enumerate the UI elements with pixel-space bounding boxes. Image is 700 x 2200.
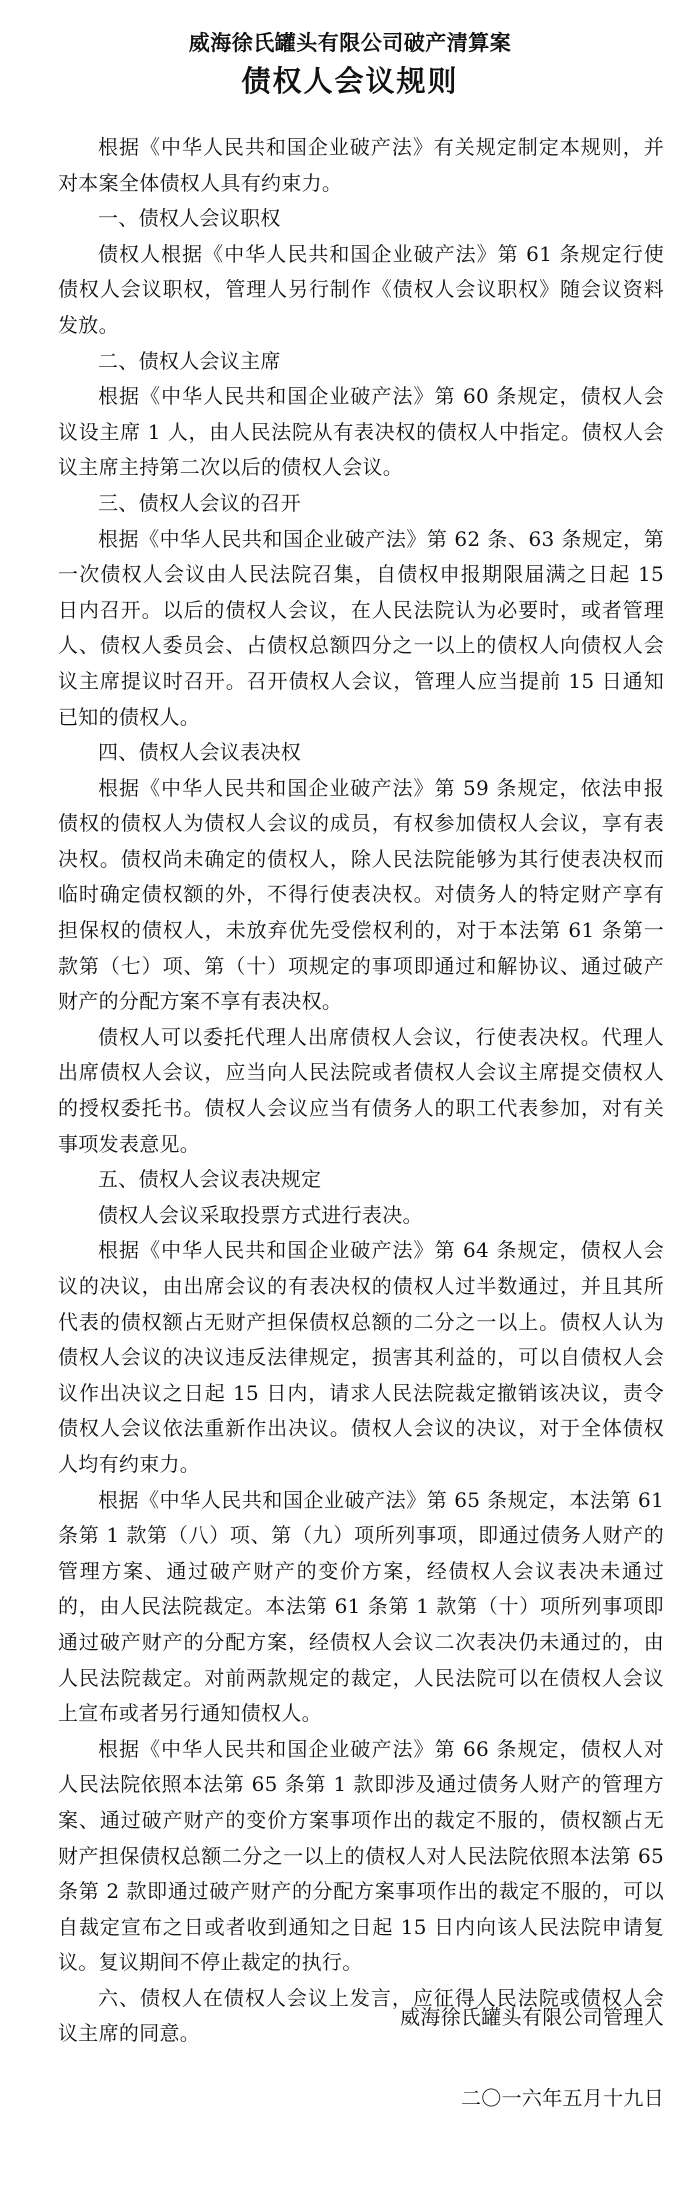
date-line: 二〇一六年五月十九日	[461, 2086, 664, 2110]
section-5	[58, 1162, 664, 1981]
section-1	[58, 201, 664, 343]
section-heading: 四、债权人会议表决权	[98, 740, 301, 765]
section-heading: 一、债权人会议职权	[98, 206, 281, 231]
closing-paragraph: 六、债权人在债权人会议上发言，应征得人民法院或债权人会议主席的同意。	[58, 1985, 664, 2046]
document-body	[58, 130, 664, 2052]
section-4	[58, 735, 664, 1162]
section-3	[58, 486, 664, 735]
section-paragraph: 债权人根据《中华人民共和国企业破产法》第 61 条规定行使债权人会议职权，管理人另行制作《债权人会议职权》随会议资料发放。	[58, 241, 664, 337]
section-heading: 三、债权人会议的召开	[98, 490, 301, 515]
document-title: 债权人会议规则	[241, 64, 459, 98]
section-paragraph: 根据《中华人民共和国企业破产法》第 66 条规定，债权人对人民法院依照本法第 65 条第 1 款即涉及通过债务人财产的管理方案、通过破产财产的变价方案事项作出的裁定不服的，债权额占无财产担保债权总额二分之一以上的债权人对人民法院依照本法第 65 条第 2 款即通过破产财产的分配方案事项作出的裁定不服的，可以自裁定宣布之日或者收到通知之日起 15 日内向该人民法院申请复议。复议期间不停止裁定的执行。	[58, 1736, 664, 1975]
section-2	[58, 344, 664, 486]
section-paragraph: 根据《中华人民共和国企业破产法》第 59 条规定，依法申报债权的债权人为债权人会议的成员，有权参加债权人会议，享有表决权。债权尚未确定的债权人，除人民法院能够为其行使表决权而临时确定债权额的外，不得行使表决权。对债务人的特定财产享有担保权的债权人，未放弃优先受偿权利的，对于本法第 61 条第一款第（七）项、第（十）项规定的事项即通过和解协议、通过破产财产的分配方案不享有表决权。	[58, 775, 664, 1014]
intro-paragraph: 根据《中华人民共和国企业破产法》有关规定制定本规则，并对本案全体债权人具有约束力。	[58, 135, 664, 195]
title-block	[0, 28, 700, 102]
section-paragraph: 根据《中华人民共和国企业破产法》第 64 条规定，债权人会议的决议，由出席会议的有表决权的债权人过半数通过，并且其所代表的债权额占无财产担保债权总额的二分之一以上。债权人认为债权人会议的决议违反法律规定，损害其利益的，可以自债权人会议作出决议之日起 15 日内，请求人民法院裁定撤销该决议，责令债权人会议依法重新作出决议。债权人会议的决议，对于全体债权人均有约束力。	[58, 1238, 664, 1476]
signature-line: 威海徐氏罐头有限公司管理人	[400, 2005, 664, 2029]
section-heading: 五、债权人会议表决规定	[98, 1167, 322, 1192]
section-paragraph: 债权人会议采取投票方式进行表决。	[98, 1202, 423, 1227]
case-subtitle: 威海徐氏罐头有限公司破产清算案	[188, 31, 512, 55]
section-heading: 二、债权人会议主席	[98, 348, 281, 373]
section-paragraph: 根据《中华人民共和国企业破产法》第 60 条规定，债权人会议设主席 1 人，由人民法院从有表决权的债权人中指定。债权人会议主席主持第二次以后的债权人会议。	[58, 384, 664, 480]
section-paragraph: 债权人可以委托代理人出席债权人会议，行使表决权。代理人出席债权人会议，应当向人民法院或者债权人会议主席提交债权人的授权委托书。债权人会议应当有债务人的职工代表参加，对有关事项发表意见。	[58, 1024, 664, 1156]
section-paragraph: 根据《中华人民共和国企业破产法》第 65 条规定，本法第 61 条第 1 款第（八）项、第（九）项所列事项，即通过债务人财产的管理方案、通过破产财产的变价方案，经债权人会议表决未通过的，由人民法院裁定。本法第 61 条第 1 款第（十）项所列事项即通过破产财产的分配方案，经债权人会议二次表决仍未通过的，由人民法院裁定。对前两款规定的裁定，人民法院可以在债权人会议上宣布或者另行通知债权人。	[58, 1487, 664, 1726]
section-paragraph: 根据《中华人民共和国企业破产法》第 62 条、63 条规定，第一次债权人会议由人民法院召集，自债权申报期限届满之日起 15 日内召开。以后的债权人会议，在人民法院认为必要时，或者管理人、债权人委员会、占债权总额四分之一以上的债权人向债权人会议主席提议时召开。召开债权人会议，管理人应当提前 15 日通知已知的债权人。	[58, 526, 664, 729]
